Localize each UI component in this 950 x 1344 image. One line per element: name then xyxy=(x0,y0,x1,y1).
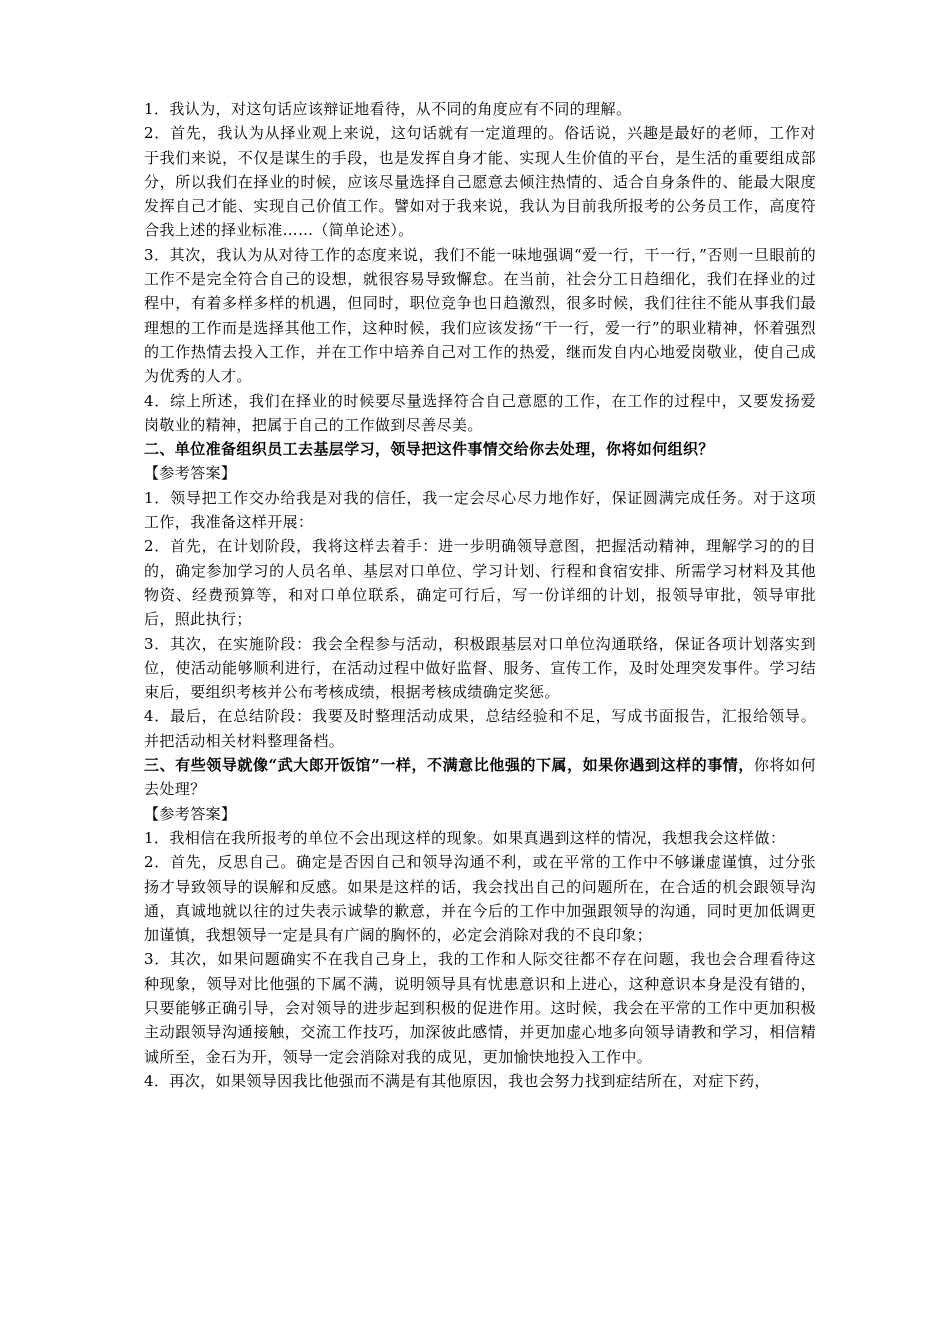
answer-paragraph: 3．其次，我认为从对待工作的态度来说，我们不能一味地强调“爱一行，干一行，”否则一旦眼前的工作不是完全符合自己的设想，就很容易导致懈怠。在当前，社会分工日趋细化，我们在择业的过程中，有着多样多样的机遇，但同时，职位竞争也日趋激烈，很多时候，我们往往不能从事我们最理想的工作而是选择其他工作，这种时候，我们应该发扬“干一行，爱一行”的职业精神，怀着强烈的工作热情去投入工作，并在工作中培养自己对工作的热爱，继而发自内心地爱岗敬业，使自己成为优秀的人才。 xyxy=(144,245,816,386)
question-heading: 二、单位准备组织员工去基层学习，领导把这件事情交给你去处理，你将如何组织？ xyxy=(144,440,714,459)
question-heading: 三、有些领导就像“武大郎开饭馆”一样，不满意比他强的下属，如果你遇到这样的事情， xyxy=(144,756,754,775)
reference-answer-label: 【参考答案】 xyxy=(144,464,237,483)
answer-paragraph: 1．我认为，对这句话应该辩证地看待，从不同的角度应有不同的理解。 xyxy=(144,100,632,118)
document-body xyxy=(144,97,816,1093)
answer-paragraph: 2．首先，反思自己。确定是否因自己和领导沟通不利，或在平常的工作中不够谦虚谨慎，过分张扬才导致领导的误解和反感。如果是这样的话，我会找出自己的问题所在，在合适的机会跟领导沟通，真诚地就以往的过失表示诚挚的歉意，并在今后的工作中加强跟领导的沟通，同时更加低调更加谨慎，我想领导一定是具有广阔的胸怀的，必定会消除对我的不良印象； xyxy=(144,853,816,945)
question-heading-block xyxy=(144,753,816,802)
answer-paragraph: 4．再次，如果领导因我比他强而不满是有其他原因，我也会努力找到症结所在，对症下药， xyxy=(144,1071,770,1090)
answer-paragraph: 4．综上所述，我们在择业的时候要尽量选择符合自己意愿的工作，在工作的过程中，又要发扬爱岗敬业的精神，把属于自己的工作做到尽善尽美。 xyxy=(144,391,816,434)
answer-paragraph: 1．我相信在我所报考的单位不会出现这样的现象。如果真遇到这样的情况，我想我会这样做： xyxy=(144,828,786,847)
question-heading-tail: 你将如何去处理？ xyxy=(144,756,816,799)
answer-paragraph: 2．首先，我认为从择业观上来说，这句话就有一定道理的。俗话说，兴趣是最好的老师，工作对于我们来说，不仅是谋生的手段，也是发挥自身才能、实现人生价值的平台，是生活的重要组成部分，所以我们在择业的时候，应该尽量选择自己愿意去倾注热情的、适合自身条件的、能最大限度发挥自己才能、实现自己价值工作。譬如对于我来说，我认为目前我所报考的公务员工作，高度符合我上述的择业标准……（简单论述）。 xyxy=(144,124,816,240)
answer-paragraph: 4．最后，在总结阶段：我要及时整理活动成果，总结经验和不足，写成书面报告，汇报给领导。并把活动相关材料整理备档。 xyxy=(144,707,816,750)
answer-paragraph: 3．其次，如果问题确实不在我自己身上，我的工作和人际交往都不存在问题，我也会合理看待这种现象，领导对比他强的下属不满，说明领导具有忧患意识和上进心，这种意识本身是没有错的，只要能够正确引导，会对领导的进步起到积极的促进作用。这时候，我会在平常的工作中更加积极主动跟领导沟通接触，交流工作技巧，加深彼此感情，并更加虚心地多向领导请教和学习，相信精诚所至，金石为开，领导一定会消除对我的成见，更加愉快地投入工作中。 xyxy=(144,950,816,1066)
reference-answer-label: 【参考答案】 xyxy=(144,804,237,823)
answer-paragraph: 1．领导把工作交办给我是对我的信任，我一定会尽心尽力地作好，保证圆满完成任务。对于这项工作，我准备这样开展： xyxy=(144,488,816,532)
answer-paragraph: 3．其次，在实施阶段：我会全程参与活动，积极跟基层对口单位沟通联络，保证各项计划落实到位，使活动能够顺利进行，在活动过程中做好监督、服务、宣传工作，及时处理突发事件。学习结束后，要组织考核并公布考核成绩，根据考核成绩确定奖惩。 xyxy=(144,634,816,702)
answer-paragraph: 2．首先，在计划阶段，我将这样去着手：进一步明确领导意图，把握活动精神，理解学习的的目的，确定参加学习的人员名单、基层对口单位、学习计划、行程和食宿安排、所需学习材料及其他物资、经费预算等，和对口单位联系，确定可行后，写一份详细的计划，报领导审批，领导审批后，照此执行； xyxy=(144,537,816,629)
